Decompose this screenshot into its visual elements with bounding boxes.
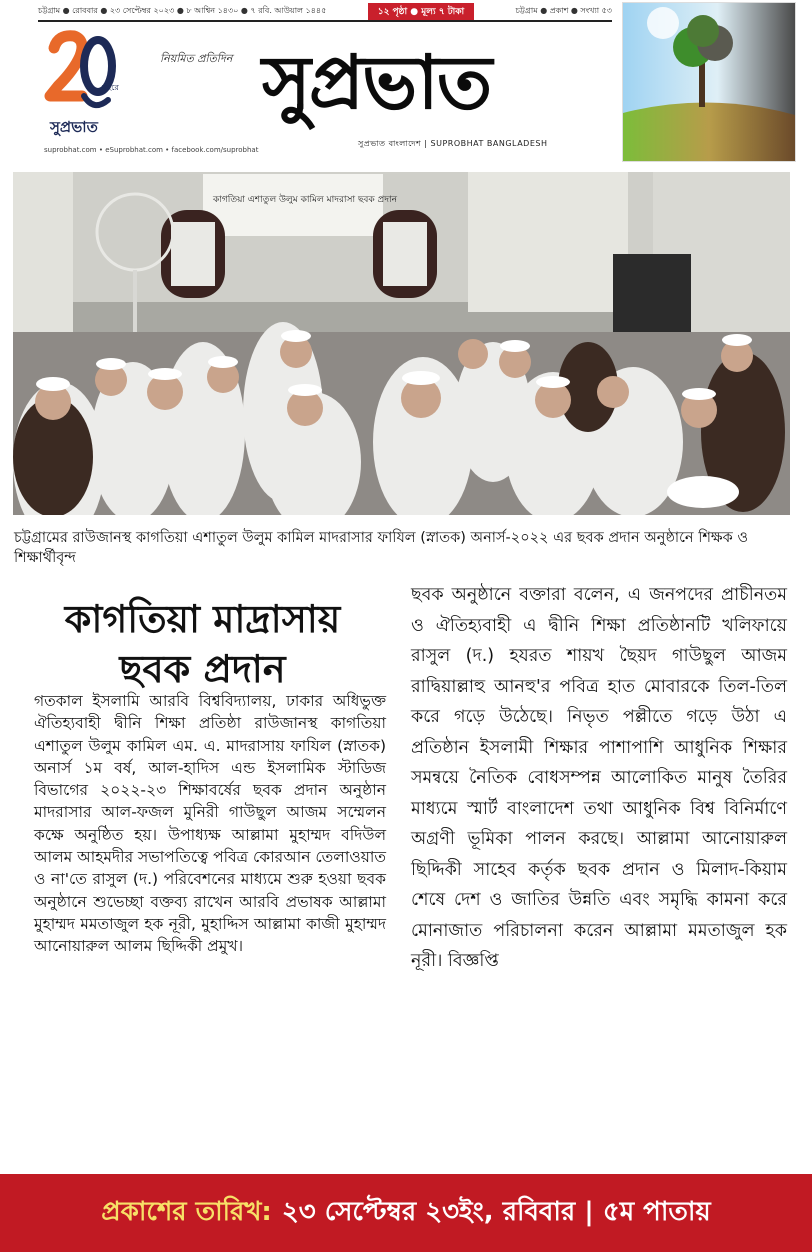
headline-line-1: কাগতিয়া মাদ্রাসায় bbox=[64, 597, 341, 641]
publication-date-label: প্রকাশের তারিখ: bbox=[101, 1197, 272, 1227]
masthead bbox=[0, 0, 812, 165]
price-badge: ১২ পৃষ্ঠা ● মূল্য ৭ টাকা bbox=[368, 3, 474, 20]
environment-thumbnail bbox=[622, 2, 796, 162]
date-strip bbox=[38, 2, 612, 22]
anniversary-word: বছরে bbox=[102, 83, 119, 92]
anniversary-logo bbox=[40, 28, 120, 138]
anniversary-brand: সুপ্রভাত bbox=[50, 118, 98, 136]
photo-caption: চট্টগ্রামের রাউজানস্থ কাগতিয়া এশাতুল উলুম কামিল মাদরাসার ফাযিল (স্নাতক) অনার্স-২০২২ এর ছবক প্রদান অনুষ্ঠানে শিক্ষক ও শিক্ষার্থীবৃন্দ bbox=[14, 530, 749, 566]
website-urls: suprobhat.com • eSuprobhat.com • facebook.com/suprobhat bbox=[44, 146, 259, 154]
date-strip-right: চট্টগ্রাম ● প্রকাশ ● সংখ্যা ৫৩ bbox=[515, 5, 612, 15]
date-strip-left: চট্টগ্রাম ● রোববার ● ২৩ সেপ্টেম্বর ২০২৩ ● ৮ আশ্বিন ১৪৩০ ● ৭ রবি. আউয়াল ১৪৪৫ bbox=[38, 5, 327, 15]
headline bbox=[20, 594, 385, 694]
headline-line-2: ছবক প্রদান bbox=[119, 647, 286, 691]
newspaper-subtitle: সুপ্রভাত বাংলাদেশ | SUPROBHAT BANGLADESH bbox=[358, 139, 548, 148]
event-photo bbox=[13, 172, 790, 515]
article-body-right: ছবক অনুষ্ঠানে বক্তারা বলেন, এ জনপদের প্রাচীনতম ও ঐতিহ্যবাহী এ দ্বীনি শিক্ষা প্রতিষ্ঠানটি খলিফায়ে রাসুল (দ.) হযরত শায়খ ছৈয়দ গাউছুল আজম রাদ্বিয়াল্লাহু আনহু'র পবিত্র হাত মোবারকে তিল-তিল করে গড়ে উঠেছে। নিভৃত পল্লীতে গড়ে উঠা এ প্রতিষ্ঠান ইসলামী শিক্ষার পাশাপাশি আধুনিক শিক্ষার সমন্বয়ে নৈতিক বোধসম্পন্ন আলোকিত মানুষ তৈরির মাধ্যমে স্মার্ট বাংলাদেশ তথা আধুনিক বিশ্ব বিনির্মাণে অগ্রণী ভূমিকা পালন করছে। আল্লামা আনোয়ারুল ছিদ্দিকী সাহেব কর্তৃক ছবক প্রদান ও মিলাদ-কিয়াম শেষে দেশ ও জাতির উন্নতি এবং সমৃদ্ধি কামনা করে মোনাজাত পরিচালনা করেন আল্লামা মমতাজুল হক নূরী। বিজ্ঞপ্তি bbox=[411, 585, 787, 971]
banner-text: কাগতিয়া এশাতুল উলুম কামিল মাদরাসা ছবক প্রদান bbox=[213, 195, 397, 205]
article-body-left: গতকাল ইসলামি আরবি বিশ্ববিদ্যালয়, ঢাকার অধিভুক্ত ঐতিহ্যবাহী দ্বীনি শিক্ষা প্রতিষ্ঠা রাউজানস্থ কাগতিয়া এশাতুল উলুম কামিল এম. এ. মাদরাসায় ফাযিল (স্নাতক) অনার্স ১ম বর্ষ, আল-হাদিস এন্ড ইসলামিক স্টাডিজ বিভাগের ২০২২-২৩ শিক্ষাবর্ষের ছবক প্রদান অনুষ্ঠান মাদরাসার আল-ফজল মুনিরী গাউছুল আজম সম্মেলন কক্ষে অনুষ্ঠিত হয়। উপাধ্যক্ষ আল্লামা মুহাম্মদ বদিউল আলম আহমদীর সভাপতিত্বে পবিত্র কোরআন তেলাওয়াত ও না'তে রাসুল (দ.) পরিবেশনের মাধ্যমে শুরু হওয়া ছবক অনুষ্ঠানে শুভেচ্ছা বক্তব্য রাখেন আরবি প্রভাষক আল্লামা মুহাম্মদ মমতাজুল হক নূরী, মুহাদ্দিস আল্লামা কাজী মুহাম্মদ আনোয়ারুল আলম ছিদ্দিকী প্রমুখ। bbox=[34, 692, 387, 956]
newspaper-name: সুপ্রভাত bbox=[262, 40, 491, 126]
tagline: নিয়মিত প্রতিদিন bbox=[160, 52, 233, 65]
publication-date-bar bbox=[0, 1174, 812, 1252]
publication-date-value: ২৩ সেপ্টেম্বর ২৩ইং, রবিবার | ৫ম পাতায় bbox=[281, 1197, 711, 1227]
